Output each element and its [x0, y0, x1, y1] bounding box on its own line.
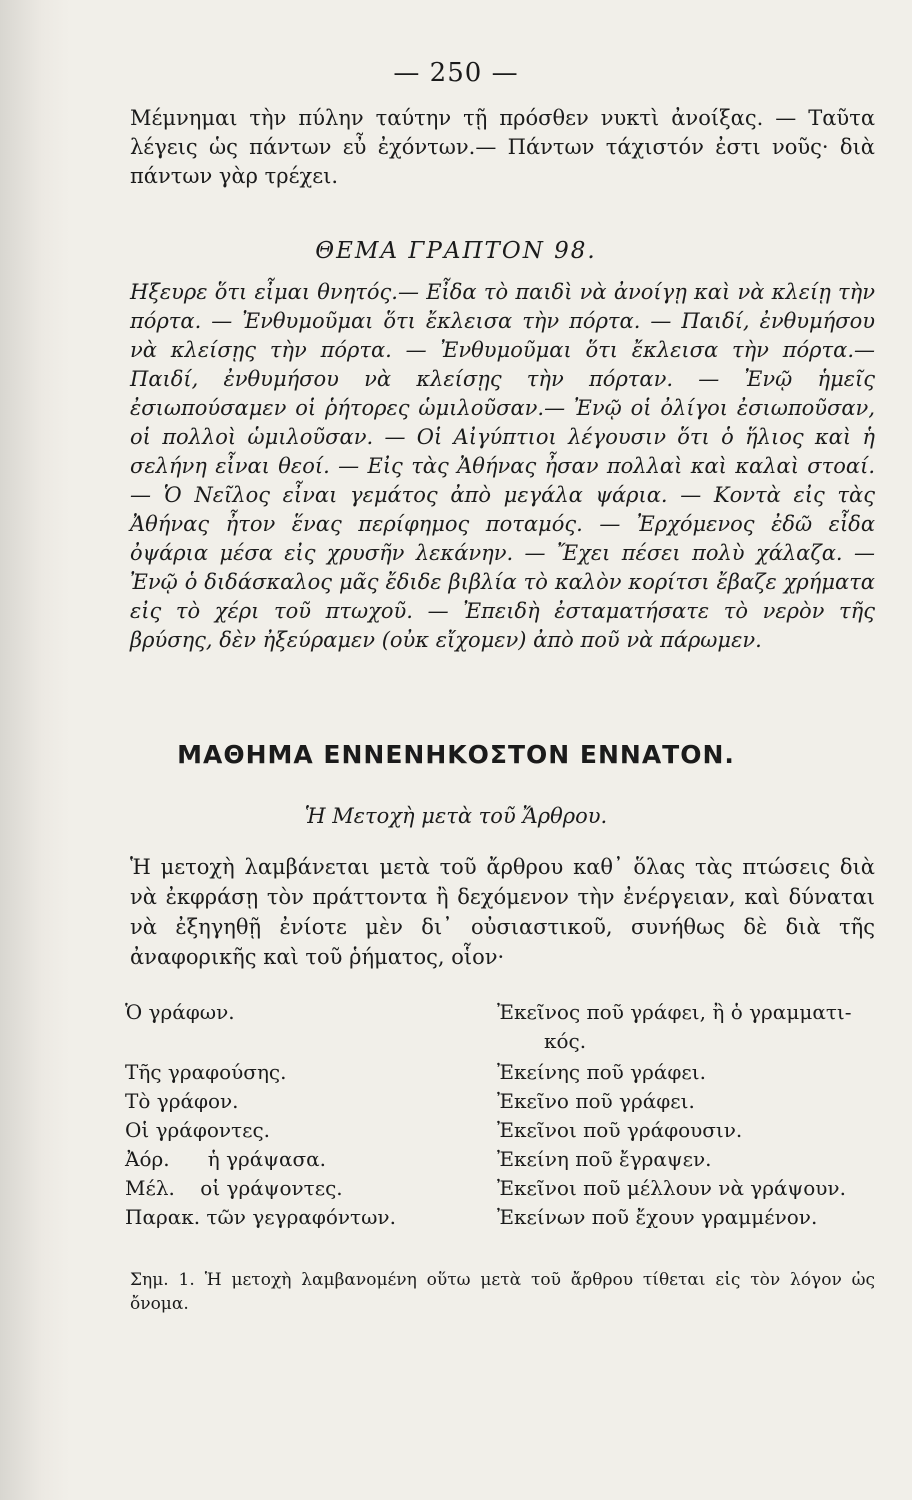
example-row [125, 1058, 875, 1087]
example-row [125, 1087, 875, 1116]
example-participle: Τὸ γράφον. [125, 1089, 239, 1113]
example-participle: Παρακ. τῶν γεγραφόντων. [125, 1205, 396, 1229]
example-paraphrase: Ἐκείνη ποῦ ἔγραψεν. [497, 1147, 712, 1171]
exercise-title: ΘΕΜΑ ΓΡΑΠΤΟΝ 98. [315, 238, 597, 264]
example-paraphrase: Ἐκεῖνοι ποῦ γράφουσιν. [497, 1118, 743, 1142]
example-paraphrase: Ἐκεῖνοι ποῦ μέλλουν νὰ γράψουν. [497, 1176, 846, 1200]
example-paraphrase-continuation: κός. [544, 1029, 587, 1053]
intro-paragraph: Μέμνημαι τὴν πύλην ταύτην τῇ πρόσθεν νυκτὶ ἀνοίξας. — Ταῦτα λέγεις ὡς πάντων εὖ ἐχόντων.— Πάντων τάχιστόν ἐστι νοῦς· διὰ πάντων γὰρ τρέχει. [130, 106, 875, 188]
rule-text: Ἡ μετοχὴ λαμβάνεται μετὰ τοῦ ἄρθρου καθ᾽ ὅλας τὰς πτώσεις διὰ νὰ ἐκφράσῃ τὸν πράττοντα ἢ δεχόμενον τὴν ἐνέργειαν, καὶ δύναται νὰ ἐξηγηθῇ ἐνίοτε μὲν δι᾽ οὐσιαστικοῦ, συνήθως δὲ διὰ τῆς ἀναφορικῆς καὶ τοῦ ῥήματος, οἷον· [130, 855, 875, 969]
example-participle: Τῆς γραφούσης. [125, 1060, 287, 1084]
examples-table [125, 998, 875, 1232]
example-paraphrase: Ἐκείνης ποῦ γράφει. [497, 1060, 706, 1084]
example-row [125, 1145, 875, 1174]
page-number: — 250 — [393, 58, 519, 88]
section-subtitle: Ἡ Μετοχὴ μετὰ τοῦ Ἄρθρου. [304, 804, 608, 828]
example-paraphrase: Ἐκεῖνο ποῦ γράφει. [497, 1089, 695, 1113]
example-participle: Ἀόρ. ἡ γράψασα. [125, 1147, 327, 1171]
example-paraphrase: Ἐκείνων ποῦ ἔχουν γραμμένον. [497, 1205, 818, 1229]
example-row [125, 998, 875, 1058]
example-paraphrase-text: Ἐκεῖνος ποῦ γράφει, ἢ ὁ γραμματι- [497, 1000, 852, 1024]
example-participle: Ὁ γράφων. [125, 1000, 235, 1024]
footnote-text: Ἡ μετοχὴ λαμβανομένη οὕτω μετὰ τοῦ ἄρθρου τίθεται εἰς τὸν λόγον ὡς ὄνομα. [130, 1270, 876, 1314]
exercise-text: Ηξευρε ὅτι εἶμαι θνητός.— Εἶδα τὸ παιδὶ νὰ ἀνοίγῃ καὶ νὰ κλείῃ τὴν πόρτα. — Ἐνθυμοῦμαι ὅτι ἔκλεισα τὴν πόρτα. — Παιδί, ἐνθυμήσου νὰ κλείσῃς τὴν πόρτα. — Ἐνθυμοῦμαι ὅτι ἔκλεισα τὴν πόρτα.— Παιδί, ἐνθυμήσου νὰ κλείσῃς τὴν πόρταν. — Ἐνῷ ἡμεῖς ἐσιωπούσαμεν οἱ ῥήτορες ὡμιλοῦσαν.— Ἐνῷ οἱ ὀλίγοι ἐσιωποῦσαν, οἱ πολλοὶ ὡμιλοῦσαν. — Οἱ Αἰγύπτιοι λέγουσιν ὅτι ὁ ἥλιος καὶ ἡ σελήνη εἶναι θεοί. — Εἰς τὰς Ἀθήνας ἦσαν πολλαὶ καὶ καλαὶ στοαί. — Ὁ Νεῖλος εἶναι γεμάτος ἀπὸ μεγάλα ψάρια. — Κοντὰ εἰς τὰς Ἀθήνας ἦτον ἕνας περίφημος ποταμός. — Ἐρχόμενος ἐδῶ εἶδα ὀψάρια μέσα εἰς χρυσῆν λεκάνην. — Ἔχει πέσει πολὺ χάλαζα. —Ἐνῷ ὁ διδάσκαλος μᾶς ἔδιδε βιβλία τὸ καλὸν κορίτσι ἔβαζε χρήματα εἰς τὸ χέρι τοῦ πτωχοῦ. — Ἐπειδὴ ἐσταματήσατε τὸ νερὸν τῆς βρύσης, δὲν ἠξεύραμεν (οὐκ εἴχομεν) ἀπὸ ποῦ νὰ πάρωμεν. [130, 280, 875, 652]
example-paraphrase [497, 998, 875, 1058]
footnote-label: Σημ. 1. [130, 1270, 195, 1290]
example-participle: Μέλ. οἱ γράψοντες. [125, 1176, 343, 1200]
example-row [125, 1203, 875, 1232]
example-row [125, 1174, 875, 1203]
footnote [130, 1268, 875, 1316]
example-row [125, 1116, 875, 1145]
lesson-title: ΜΑΘΗΜΑ ΕΝΝΕΝΗΚΟΣΤΟΝ ΕΝΝΑΤΟΝ. [177, 740, 735, 769]
rule-paragraph [130, 852, 875, 972]
example-participle: Οἱ γράφοντες. [125, 1118, 270, 1142]
